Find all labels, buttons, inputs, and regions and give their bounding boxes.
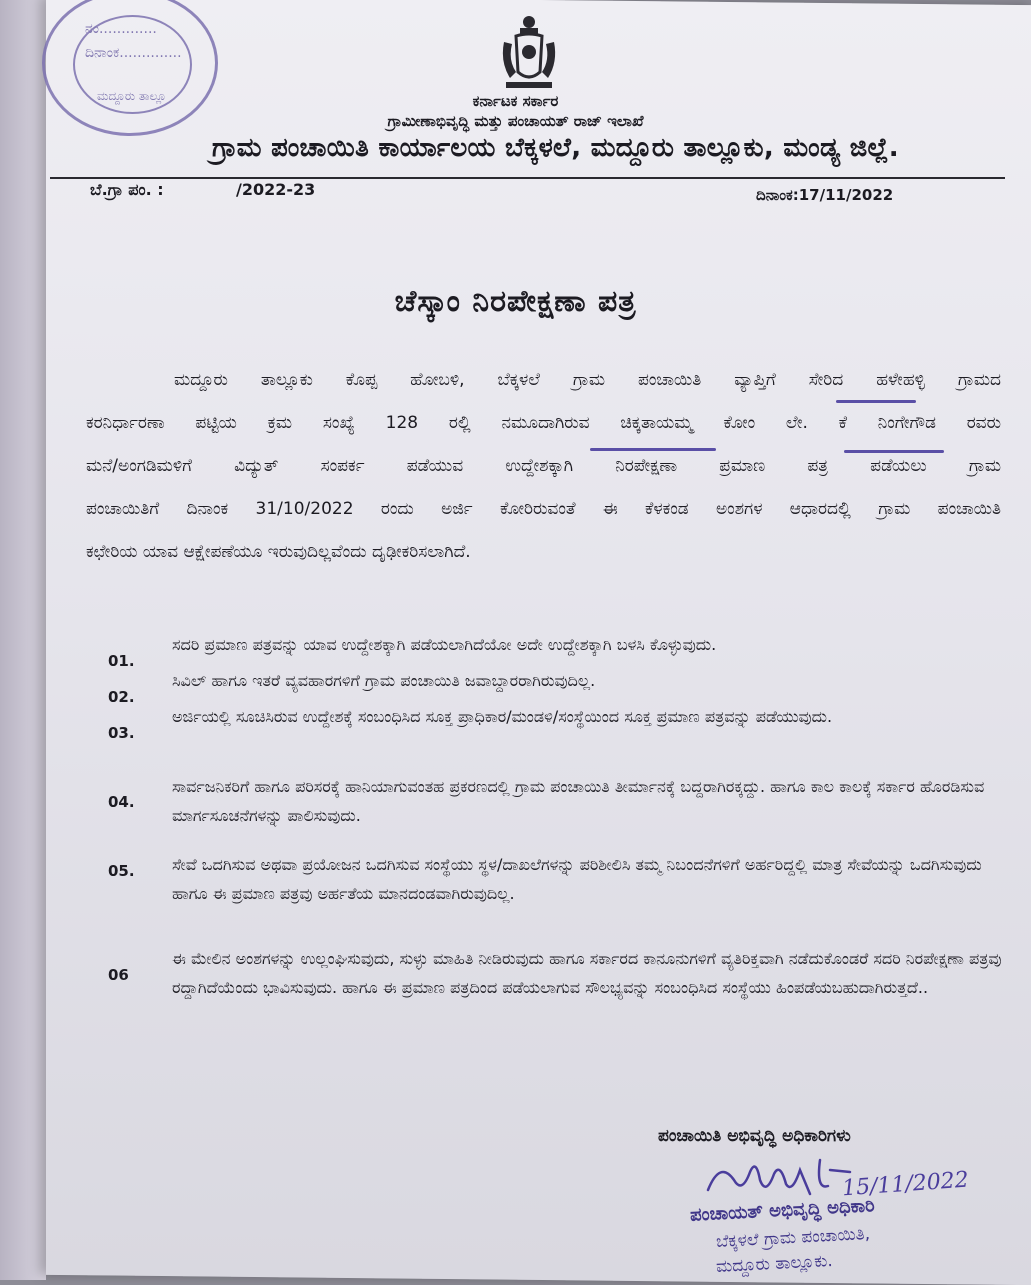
condition-number: 06 [108, 966, 129, 984]
reference-number: /2022-23 [236, 180, 316, 199]
condition-text: ಅರ್ಜಿಯಲ್ಲಿ ಸೂಚಿಸಿರುವ ಉದ್ದೇಶಕ್ಕೆ ಸಂಬಂಧಿಸಿದ ಸೂಕ್ತ ಪ್ರಾಧಿಕಾರ/ಮಂಡಳಿ/ಸಂಸ್ಥೆಯಿಂದ ಸೂಕ್ತ ಪ್ರಮಾಣ ಪತ್ರವನ್ನು ಪಡೆಯುವುದು. [172, 707, 833, 726]
condition-text: ಸಾರ್ವಜನಿಕರಿಗೆ ಹಾಗೂ ಪರಿಸರಕ್ಕೆ ಹಾನಿಯಾಗುವಂತಹ ಪ್ರಕರಣದಲ್ಲಿ ಗ್ರಾಮ ಪಂಚಾಯಿತಿ ತೀರ್ಮಾನಕ್ಕೆ ಬದ್ದರಾಗಿರಕ್ಕದ್ದು. ಹಾಗೂ ಕಾಲ ಕಾಲಕ್ಕೆ ಸರ್ಕಾರ ಹೊರಡಿಸುವ ಮಾರ್ಗಸೂಚನೆಗಳನ್ನು ಪಾಲಿಸುವುದು. [172, 777, 985, 825]
header-department: ಗ್ರಾಮೀಣಾಭಿವೃದ್ಧಿ ಮತ್ತು ಪಂಚಾಯತ್ ರಾಜ್ ಇಲಾಖೆ [387, 112, 644, 130]
ink-underline-husband [844, 450, 944, 453]
ink-underline-name [590, 448, 716, 451]
header-office: ಗ್ರಾಮ ಪಂಚಾಯಿತಿ ಕಾರ್ಯಾಲಯ ಬೆಕ್ಕಳಲೆ, ಮದ್ದೂರು ತಾಲ್ಲೂಕು, ಮಂಡ್ಯ ಜಿಲ್ಲೆ. [212, 133, 899, 163]
condition-text: ಈ ಮೇಲಿನ ಅಂಶಗಳನ್ನು ಉಲ್ಲಂಘಿಸುವುದು, ಸುಳ್ಳು ಮಾಹಿತಿ ನೀಡಿರುವುದು ಹಾಗೂ ಸರ್ಕಾರದ ಕಾನೂನುಗಳಿಗೆ ವ್ಯತಿರಿಕ್ತವಾಗಿ ನಡೆದುಕೊಂಡರೆ ಸದರಿ ನಿರಪೇಕ್ಷಣಾ ಪತ್ರವು ರದ್ದಾಗಿದೆಯೆಂದು ಭಾವಿಸುವುದು. ಹಾಗೂ ಈ ಪ್ರಮಾಣ ಪತ್ರದಿಂದ ಪಡೆಯಲಾಗುವ ಸೌಲಭ್ಯವನ್ನು ಸಂಬಂಧಿಸಿದ ಸಂಸ್ಥೆಯು ಹಿಂಪಡೆಯಬಹುದಾಗಿರುತ್ತದೆ.. [172, 949, 1002, 997]
condition-text: ಸಿವಿಲ್ ಹಾಗೂ ಇತರೆ ವ್ಯವಹಾರಗಳಿಗೆ ಗ್ರಾಮ ಪಂಚಾಯಿತಿ ಜವಾಬ್ದಾರರಾಗಿರುವುದಿಲ್ಲ. [172, 671, 596, 690]
condition-number: 03. [108, 724, 135, 742]
page-edge [0, 0, 46, 1280]
condition-number: 04. [108, 793, 135, 811]
body-line-1: ಮದ್ದೂರು ತಾಲ್ಲೂಕು ಕೊಪ್ಪ ಹೋಬಳಿ, ಬೆಕ್ಕಳಲೆ ಗ್ರಾಮ ಪಂಚಾಯಿತಿ ವ್ಯಾಪ್ತಿಗೆ ಸೇರಿದ ಹಳೇಹಳ್ಳಿ ಗ್ರಾಮದ [174, 370, 1001, 390]
signatory-title: ಪಂಚಾಯಿತಿ ಅಭಿವೃದ್ಧಿ ಅಧಿಕಾರಿಗಳು [658, 1126, 851, 1146]
body-line-3: ಮನೆ/ಅಂಗಡಿಮಳಿಗೆ ವಿದ್ಯುತ್ ಸಂಪರ್ಕ ಪಡೆಯುವ ಉದ್ದೇಶಕ್ಕಾಗಿ ನಿರಪೇಕ್ಷಣಾ ಪ್ರಮಾಣ ಪತ್ರ ಪಡೆಯಲು ಗ್ರಾಮ [86, 456, 1001, 476]
stamp-bottom-text: ಮದ್ದೂರು ತಾಲ್ಲೂ [97, 89, 167, 103]
header-divider [50, 177, 1005, 179]
seal-designation: ಪಂಚಾಯತ್ ಅಭಿವೃದ್ಧಿ ಅಧಿಕಾರಿ [689, 1195, 876, 1226]
seal-office: ಬೆಕ್ಕಳಲೆ ಗ್ರಾಮ ಪಂಚಾಯಿತಿ, [715, 1223, 871, 1253]
date-label: ದಿನಾಂಕ: [756, 186, 799, 204]
stamp-date-line: ದಿನಾಂಕ.............. [85, 45, 182, 61]
signature-date: 15/11/2022 [841, 1167, 970, 1202]
karnataka-emblem-icon [496, 12, 562, 92]
date-value: 17/11/2022 [798, 186, 894, 204]
condition-number: 02. [108, 688, 135, 706]
condition-number: 05. [108, 862, 135, 880]
header-state: ಕರ್ನಾಟಕ ಸರ್ಕಾರ [472, 92, 559, 110]
issue-date [756, 186, 893, 204]
condition-text: ಸದರಿ ಪ್ರಮಾಣ ಪತ್ರವನ್ನು ಯಾವ ಉದ್ದೇಶಕ್ಕಾಗಿ ಪಡೆಯಲಾಗಿದೆಯೋ ಅದೇ ಉದ್ದೇಶಕ್ಕಾಗಿ ಬಳಸಿ ಕೊಳ್ಳುವುದು. [172, 635, 717, 654]
body-line-4: ಪಂಚಾಯಿತಿಗೆ ದಿನಾಂಕ 31/10/2022 ರಂದು ಅರ್ಜಿ ಕೋರಿರುವಂತೆ ಈ ಕೆಳಕಂಡ ಅಂಶಗಳ ಆಧಾರದಲ್ಲಿ ಗ್ರಾಮ ಪಂಚಾಯಿತಿ [86, 499, 1001, 519]
condition-text: ಸೇವೆ ಒದಗಿಸುವ ಅಥವಾ ಪ್ರಯೋಜನ ಒದಗಿಸುವ ಸಂಸ್ಥೆಯು ಸ್ಥಳ/ದಾಖಲೆಗಳನ್ನು ಪರಿಶೀಲಿಸಿ ತಮ್ಮ ನಿಬಂದನೆಗಳಿಗೆ ಅರ್ಹರಿದ್ದಲ್ಲಿ ಮಾತ್ರ ಸೇವೆಯನ್ನು ಒದಗಿಸುವುದು ಹಾಗೂ ಈ ಪ್ರಮಾಣ ಪತ್ರವು ಅರ್ಹತೆಯ ಮಾನದಂಡವಾಗಿರುವುದಿಲ್ಲ. [172, 855, 982, 903]
document-title: ಚೆಸ್ಕಾಂ ನಿರಪೇಕ್ಷಣಾ ಪತ್ರ [394, 284, 637, 319]
stamp-number-line: ನಂ............. [85, 21, 157, 37]
reference-label: ಬೆ.ಗ್ರಾ ಪಂ. : [90, 180, 164, 199]
condition-number: 01. [108, 652, 135, 670]
body-line-5: ಕಛೇರಿಯ ಯಾವ ಆಕ್ಷೇಪಣೆಯೂ ಇರುವುದಿಲ್ಲವೆಂದು ದೃಢೀಕರಿಸಲಾಗಿದೆ. [86, 542, 471, 562]
body-line-2: ಕರನಿರ್ಧಾರಣಾ ಪಟ್ಟಿಯ ಕ್ರಮ ಸಂಖ್ಯೆ 128 ರಲ್ಲಿ ನಮೂದಾಗಿರುವ ಚಿಕ್ಕತಾಯಮ್ಮ ಕೋಂ ಲೇ. ಕೆ ನಿಂಗೇಗೌಡ ರವರು [86, 413, 1001, 433]
seal-taluk: ಮದ್ದೂರು ತಾಲ್ಲೂಕು. [715, 1250, 834, 1278]
ink-underline-village [836, 400, 916, 403]
